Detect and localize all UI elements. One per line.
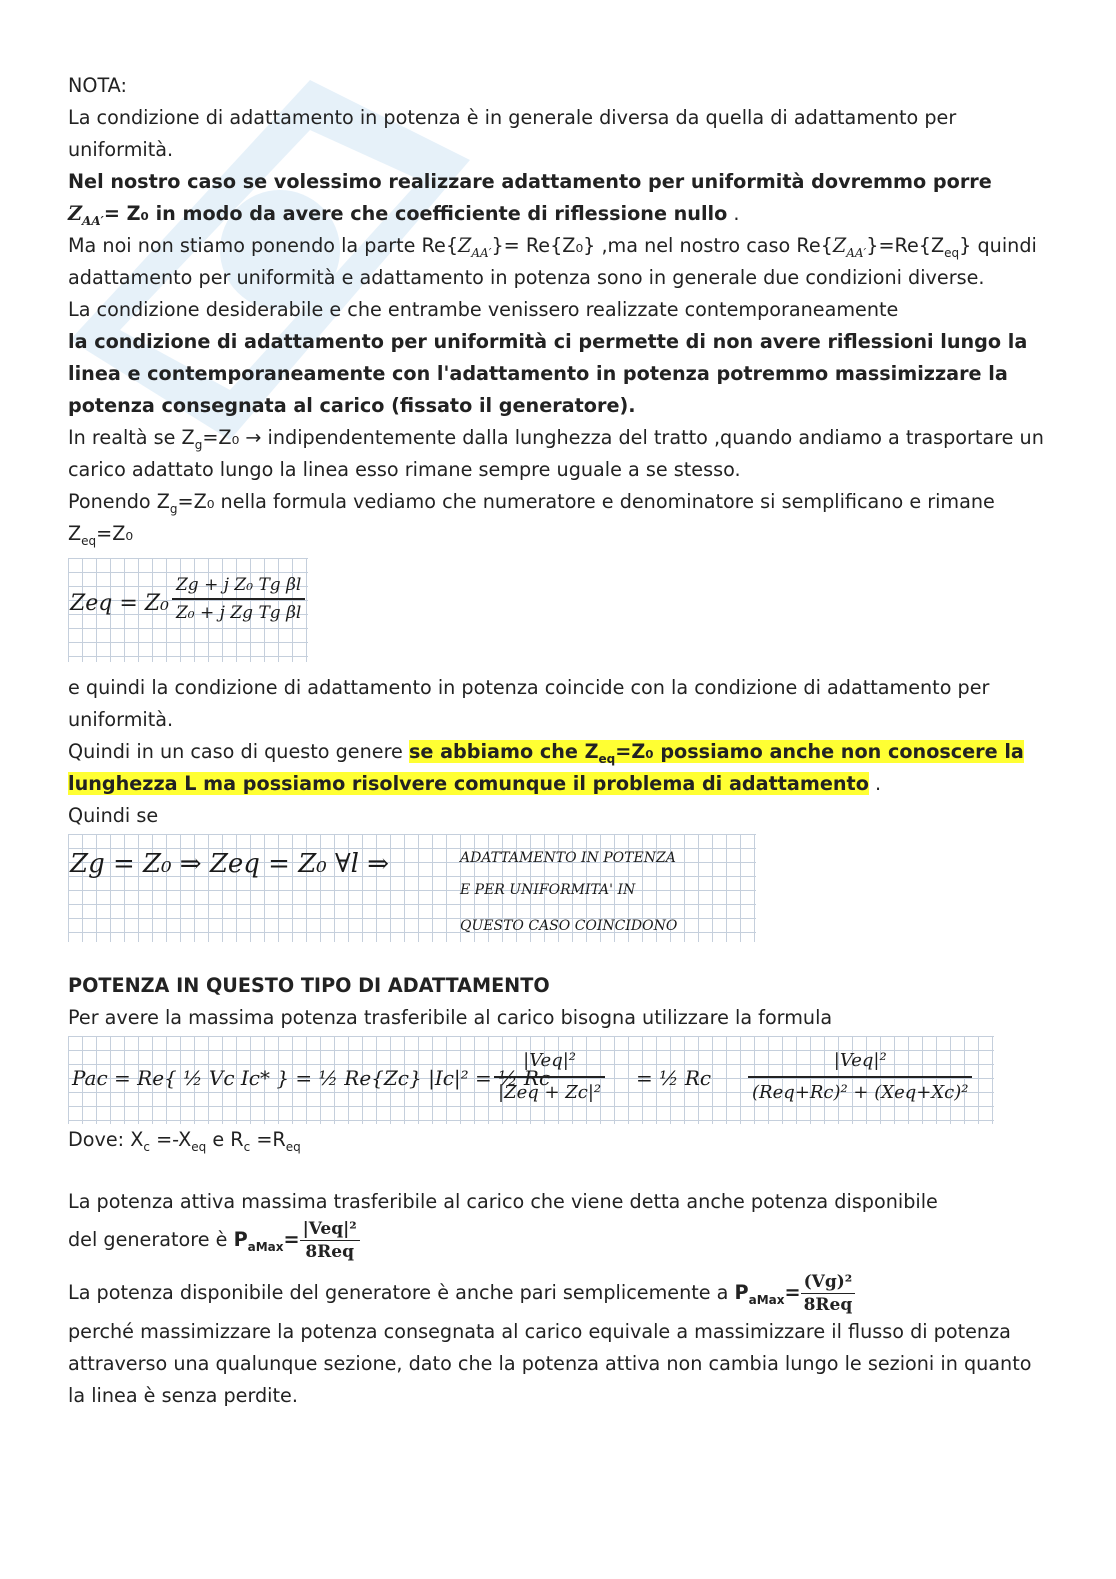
paragraph-4: La condizione desiderabile e che entrambe venissero realizzate contemporaneamente	[68, 298, 899, 321]
nota-title: NOTA:	[68, 74, 127, 97]
document-page	[68, 70, 1048, 1412]
paragraph-1: La condizione di adattamento in potenza è in generale diversa da quella di adattamento per uniformità.	[68, 106, 957, 161]
paragraph-6: In realtà se $Z_g=Z_0$ → indipendentemente dalla lunghezza del tratto ,quando andiamo a trasportare un carico adattato lungo la linea esso rimane sempre uguale a se stesso.	[68, 426, 1044, 481]
handwritten-formula-zeq: Zeq = Z₀ $\frac{\text{Zg + j Z₀ Tg βl}}{\text{Z₀ + j Zg Tg βl}}$	[68, 558, 308, 662]
paragraph-7: Ponendo $Z_g=Z_0$ nella formula vediamo che numeratore e denominatore si semplificano e rimane $Z_{eq}=Z_0$	[68, 490, 995, 548]
paragraph-13: La potenza attiva massima trasferibile al carico che viene detta anche potenza disponibile del generatore è $P_{aMax}=$ $\frac{\text{|Veq|²}}{\text{8Req}}$	[68, 1190, 938, 1262]
paragraph-15: perché massimizzare la potenza consegnata al carico equivale a massimizzare il flusso di potenza attraverso una qualunque sezione, dato che la potenza attiva non cambia lungo le sezioni in quanto la linea è senza perdite.	[68, 1320, 1032, 1407]
section-title: POTENZA IN QUESTO TIPO DI ADATTAMENTO	[68, 974, 550, 997]
handwritten-formula-power: Pac = Re{ ½ Vc Ic* } = ½ Re{Zc} |Ic|² = ½ Rc |Veq|² |Zeq + Zc|² = ½ Rc |Veq|² (Req+Rc)² + (Xeq+Xc)²	[68, 1036, 994, 1124]
paragraph-14: La potenza disponibile del generatore è anche pari semplicemente a $P_{aMax}=$ $\frac{\text{(Vg)²}}{\text{8Req}}$	[68, 1271, 1048, 1316]
paragraph-11: Per avere la massima potenza trasferibile al carico bisogna utilizzare la formula	[68, 1006, 833, 1029]
z-aa-symbol: $Z_{AA'}$	[68, 202, 104, 228]
pamax-fraction-2: $\frac{\text{(Vg)²}}{\text{8Req}}$	[801, 1271, 856, 1316]
paragraph-2: Nel nostro caso se volessimo realizzare adattamento per uniformità dovremmo porre $Z_{AA'}= Z_0$ in modo da avere che coefficiente di riflessione nullo .	[68, 170, 992, 228]
paragraph-3: Ma noi non stiamo ponendo la parte $Re\{Z_{AA'}\}= Re\{Z_0\}$ ,ma nel nostro caso $Re\{Z_{AA'}\}=Re\{Z_{eq}\}$ quindi adattamento per uniformità e adattamento in potenza sono in generale due condizioni diverse.	[68, 234, 1037, 289]
paragraph-12: Dove: $X_c =-X_{eq}$ e $R_c =R_{eq}$	[68, 1128, 301, 1154]
handwritten-formula-coincidence: Zg = Z₀ ⇒ Zeq = Z₀ ∀l ⇒ ADATTAMENTO IN POTENZA E PER UNIFORMITA' IN QUESTO CASO COINCIDONO	[68, 834, 756, 942]
paragraph-9: Quindi in un caso di questo genere se abbiamo che $Z_{eq}=Z_0$ possiamo anche non conoscere la lunghezza L ma possiamo risolvere comunque il problema di adattamento .	[68, 740, 1024, 795]
paragraph-8: e quindi la condizione di adattamento in potenza coincide con la condizione di adattamento per uniformità.	[68, 676, 990, 731]
paragraph-5: la condizione di adattamento per uniformità ci permette di non avere riflessioni lungo la linea e contemporaneamente con l'adattamento in potenza potremmo massimizzare la potenza consegnata al carico (fissato il generatore).	[68, 330, 1028, 417]
paragraph-10: Quindi se	[68, 804, 159, 827]
pamax-fraction-1: $\frac{\text{|Veq|²}}{\text{8Req}}$	[300, 1218, 360, 1263]
